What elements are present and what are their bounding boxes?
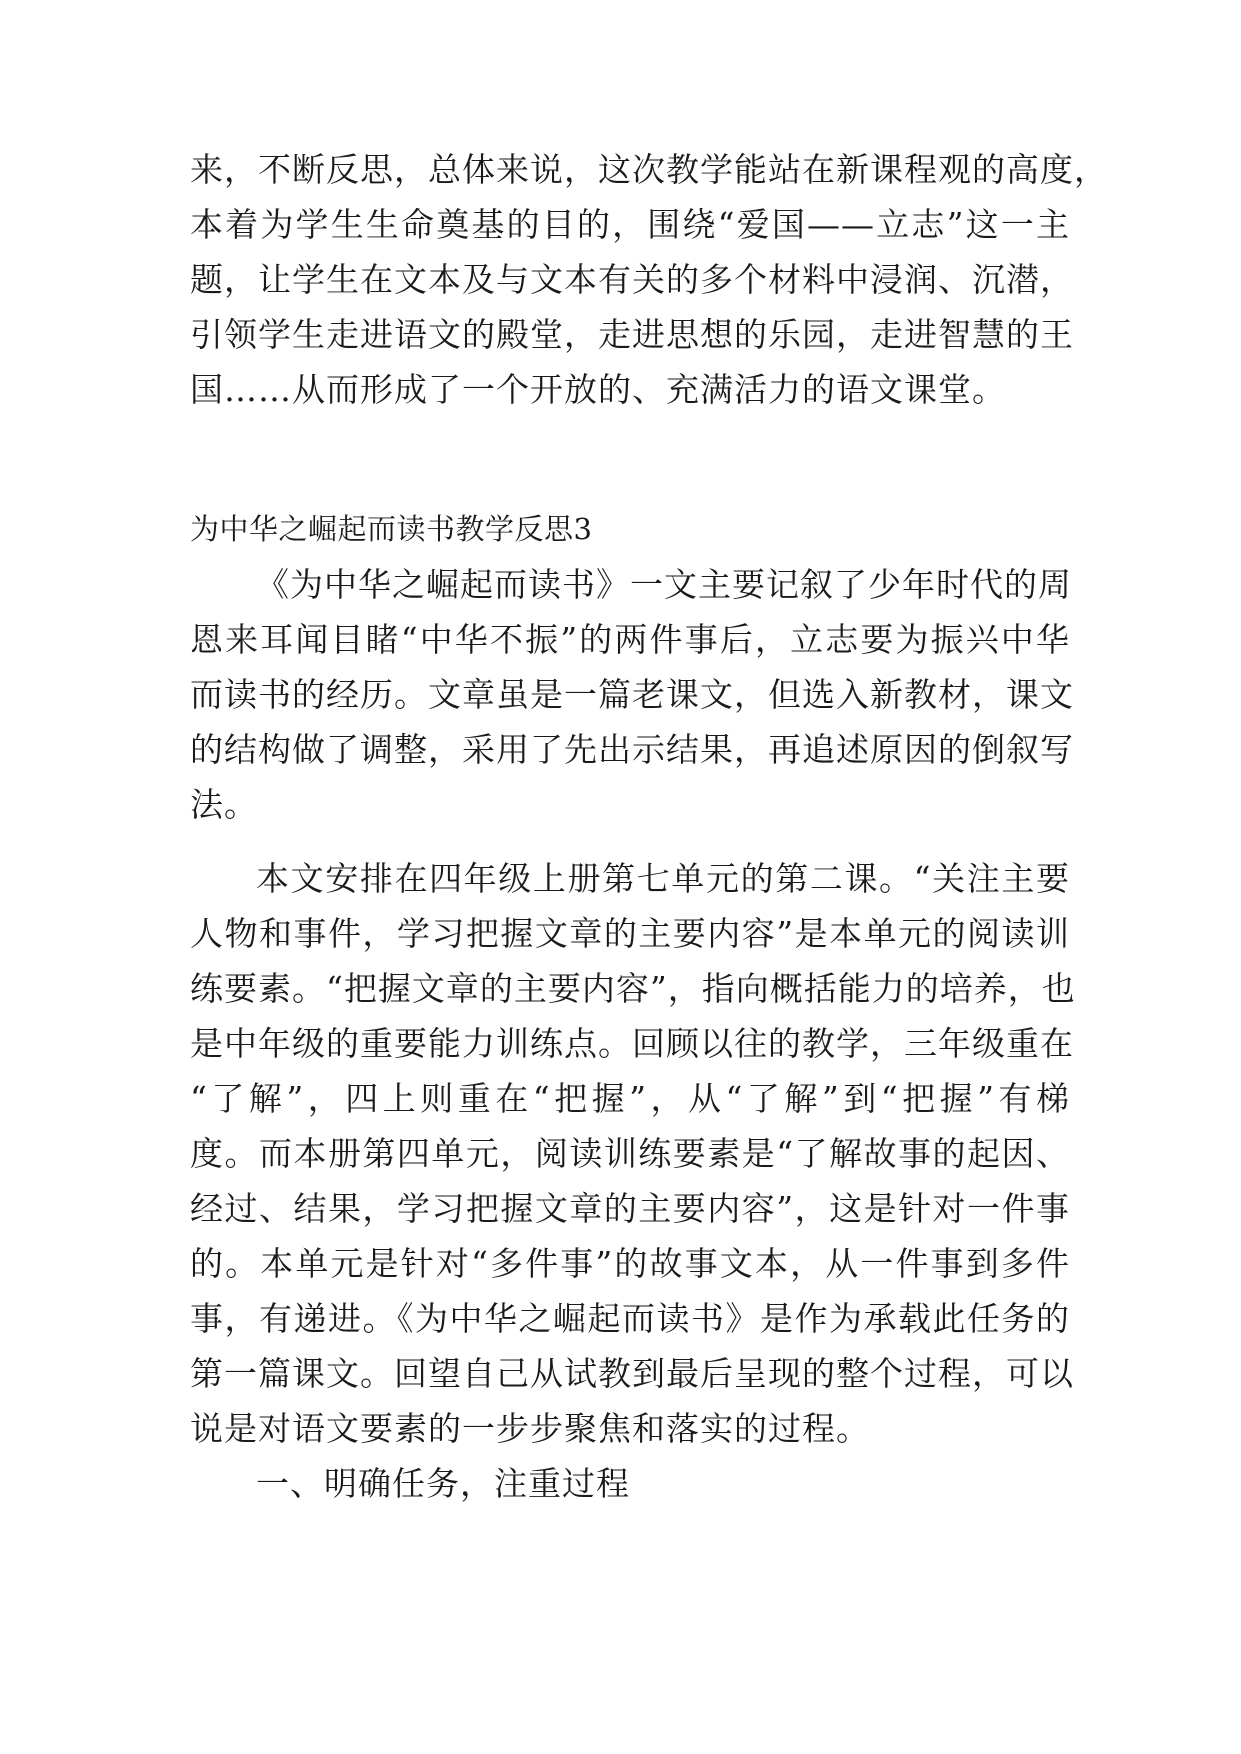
- paragraph-3-line-3: 练要素。“把握文章的主要内容”，指向概括能力的培养，也: [190, 969, 1076, 1008]
- paragraph-1-line-5: 国……从而形成了一个开放的、充满活力的语文课堂。: [190, 370, 1006, 409]
- paragraph-3-line-4: 是中年级的重要能力训练点。回顾以往的教学，三年级重在: [190, 1024, 1074, 1063]
- paragraph-2-line-3: 而读书的经历。文章虽是一篇老课文，但选入新教材，课文: [190, 675, 1074, 714]
- paragraph-2-line-4: 的结构做了调整，采用了先出示结果，再追述原因的倒叙写: [190, 730, 1074, 769]
- paragraph-3-line-10: 第一篇课文。回望自己从试教到最后呈现的整个过程，可以: [190, 1354, 1074, 1393]
- paragraph-3-line-2: 人物和事件，学习把握文章的主要内容”是本单元的阅读训: [190, 914, 1070, 953]
- paragraph-1-line-4: 引领学生走进语文的殿堂，走进思想的乐园，走进智慧的王: [190, 315, 1074, 354]
- subheading: 一、明确任务，注重过程: [256, 1464, 630, 1503]
- paragraph-3-line-7: 经过、结果，学习把握文章的主要内容”，这是针对一件事: [190, 1189, 1070, 1228]
- paragraph-3-line-5: “了解”，四上则重在“把握”，从“了解”到“把握”有梯: [190, 1079, 1070, 1118]
- paragraph-2-line-5: 法。: [190, 785, 258, 824]
- paragraph-3-line-6: 度。而本册第四单元，阅读训练要素是“了解故事的起因、: [190, 1134, 1070, 1173]
- paragraph-2-line-1: 《为中华之崛起而读书》一文主要记叙了少年时代的周: [256, 565, 1072, 604]
- paragraph-1-line-3: 题，让学生在文本及与文本有关的多个材料中浸润、沉潜，: [190, 260, 1074, 299]
- paragraph-3-line-8: 的。本单元是针对“多件事”的故事文本，从一件事到多件: [190, 1244, 1070, 1283]
- paragraph-1-line-1: 来，不断反思，总体来说，这次教学能站在新课程观的高度，: [190, 150, 1108, 189]
- paragraph-3-line-1: 本文安排在四年级上册第七单元的第二课。“关注主要: [256, 859, 1070, 898]
- paragraph-3-line-9: 事，有递进。《为中华之崛起而读书》是作为承载此任务的: [190, 1299, 1070, 1338]
- paragraph-1-line-2: 本着为学生生命奠基的目的，围绕“爱国——立志”这一主: [190, 205, 1070, 244]
- paragraph-3-line-11: 说是对语文要素的一步步聚焦和落实的过程。: [190, 1409, 870, 1448]
- paragraph-2-line-2: 恩来耳闻目睹“中华不振”的两件事后，立志要为振兴中华: [190, 620, 1070, 659]
- section-title: 为中华之崛起而读书教学反思3: [190, 512, 593, 546]
